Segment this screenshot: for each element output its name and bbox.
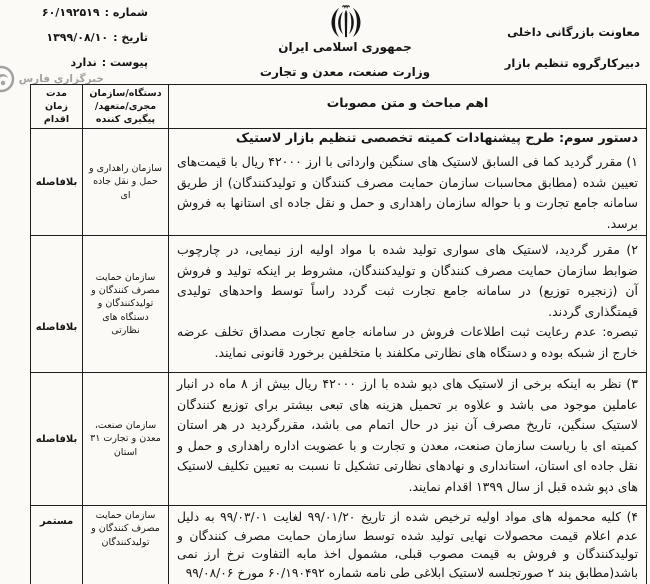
row-3-duration-text: بلافاصله (35, 433, 78, 445)
agenda-title: دستور سوم: طرح پیشنهادات کمیته تخصصی تنظیم بازار لاستیک (235, 131, 638, 146)
row-3-topic (168, 373, 646, 506)
resolutions-table (30, 84, 647, 584)
row-4-agency-text: سازمان حمایت مصرف کنندگان و تولیدکنندگان (91, 510, 160, 548)
row-3-agency (82, 373, 168, 506)
resolution-1-text: ۱) مقرر گردید کما فی السابق لاستیک های سنگین وارداتی با ارز ۴۲۰۰۰ ریال با قیمت‌های تعیین شده (مطابق محاسبات سازمان حمایت مصرف کنندگان و تولیدکنندگان) از طریق سامانه جامع تجارت و با حواله سازمان راهداری و حمل و نقل جاده ای استانها به فروش برسد. (177, 154, 639, 231)
row-3-duration (30, 373, 82, 506)
letterhead-ministry: وزارت صنعت، معدن و تجارت (259, 65, 431, 79)
header-topics (168, 85, 646, 129)
row-1-duration (30, 129, 82, 236)
row-2-topic (168, 236, 646, 373)
letter-attachment-label: پیوست : (101, 56, 148, 69)
resolution-2-note: تبصره: عدم رعایت ثبت اطلاعات فروش در سامانه جامع تجارت مصداق تخلف عرضه خارج از شبکه بوده و دستگاه های نظارتی مکلفند با متخلفین برخورد قانونی نمایند. (177, 324, 638, 360)
row-1-agency-text: سازمان راهداری و حمل و نقل جاده ای (89, 163, 162, 201)
letter-number-label: شماره : (104, 6, 148, 19)
header-topics-label: اهم مباحث و متن مصوبات (326, 95, 489, 110)
letterhead-deputy: معاونت بازرگانی داخلی (507, 25, 640, 39)
row-2-duration (30, 236, 82, 373)
header-duration (30, 85, 82, 129)
resolution-4-text: ۴) کلیه محموله های مواد اولیه ترخیص شده از تاریخ ۹۹/۰۱/۲۰ لغایت ۹۹/۰۳/۰۱ به دلیل عدم اعلام قیمت محصولات نهایی تولید شده توسط سازمان حمایت مصرف کنندگان و تولیدکنندگان و فروش به قیمت مصوب قبلی، مشمول اخذ مابه التفاوت نرخ ارز نمی باشد(مطابق بند ۲ صورتجلسه لاستیک ابلاغی طی نامه شماره ۶۰/۱۹۰۴۹۲ مورخ ۹۹/۰۸/۰۶ (177, 510, 638, 580)
row-2-agency (82, 236, 168, 373)
letter-date (40, 25, 148, 50)
header-duration-line: مدت (46, 88, 67, 99)
header-agency-line: دستگاه/سازمان (89, 88, 162, 99)
letter-attachment-value: ندارد (70, 56, 97, 69)
row-3-agency-text: سازمان صنعت، معدن و تجارت ۳۱ استان (90, 420, 161, 458)
row-4-duration (30, 506, 82, 584)
row-2-duration-text: بلافاصله (35, 321, 78, 333)
letterhead-country: جمهوری اسلامی ایران (278, 40, 412, 54)
fars-news-logo-icon (0, 64, 16, 94)
row-4-topic (168, 506, 646, 584)
header-duration-line: اقدام (43, 114, 70, 125)
row-4-agency (82, 506, 168, 584)
header-agency-line: مجری/متعهد/ (94, 101, 157, 112)
letter-number (40, 0, 148, 25)
header-agency (82, 85, 168, 129)
row-1-topic (168, 129, 646, 236)
resolution-3-text: ۳) نظر به اینکه برخی از لاستیک های دپو شده با ارز ۴۲۰۰۰ ریال بیش از ۸ ماه در انبار عاملین موجود می باشد و علاوه بر تحمیل هزینه های تبعی بیشتر برای توزیع کنندگان لاستیک سنگین، تاریخ مصرف آن نیز در حال اتمام می باشد، مقررگردید در هر استان کمیته ای با ریاست سازمان صنعت، معدن و تجارت و با عضویت اداره راهداری و حمل و نقل جاده ای استان، استانداری و نهادهای نظارتی تشکیل تا نسبت به تعیین تکلیف لاستیک های دپو شده قبل از سال ۱۳۹۹ اقدام نمایند. (177, 376, 638, 494)
resolution-2-text: ۲) مقرر گردید، لاستیک های سواری تولید شده با مواد اولیه ارز نیمایی، در چارچوب ضوابط سازمان حمایت مصرف کنندگان و تولیدکنندگان، مشروط بر اینکه تولید و فروش آن (زنجیره توزیع) در سامانه جامع تجارت ثبت گردد راساً توسط واحدهای تولیدی قیمتگذاری گردند. (177, 242, 638, 319)
row-4-duration-text: مستمر (39, 516, 74, 527)
row-1-duration-text: بلافاصله (35, 176, 78, 188)
iran-emblem-icon (323, 2, 369, 40)
header-agency-line: پیگیری کننده (95, 114, 156, 125)
letter-date-label: تاریخ : (113, 31, 148, 44)
letterhead-secretariat: دبیرکارگروه تنظیم بازار (504, 56, 640, 70)
row-1-agency (82, 129, 168, 236)
letter-number-value: ۶۰/۱۹۲۵۱۹ (41, 6, 100, 19)
header-duration-line: زمان (44, 101, 69, 112)
row-2-agency-text: سازمان حمایت مصرف کنندگان و تولیدکنندگان و دستگاه های نظارتی (91, 271, 160, 336)
letter-date-value: ۱۳۹۹/۰۸/۱۰ (46, 31, 109, 44)
watermark-text: خبرگزاری فارس (18, 73, 104, 85)
